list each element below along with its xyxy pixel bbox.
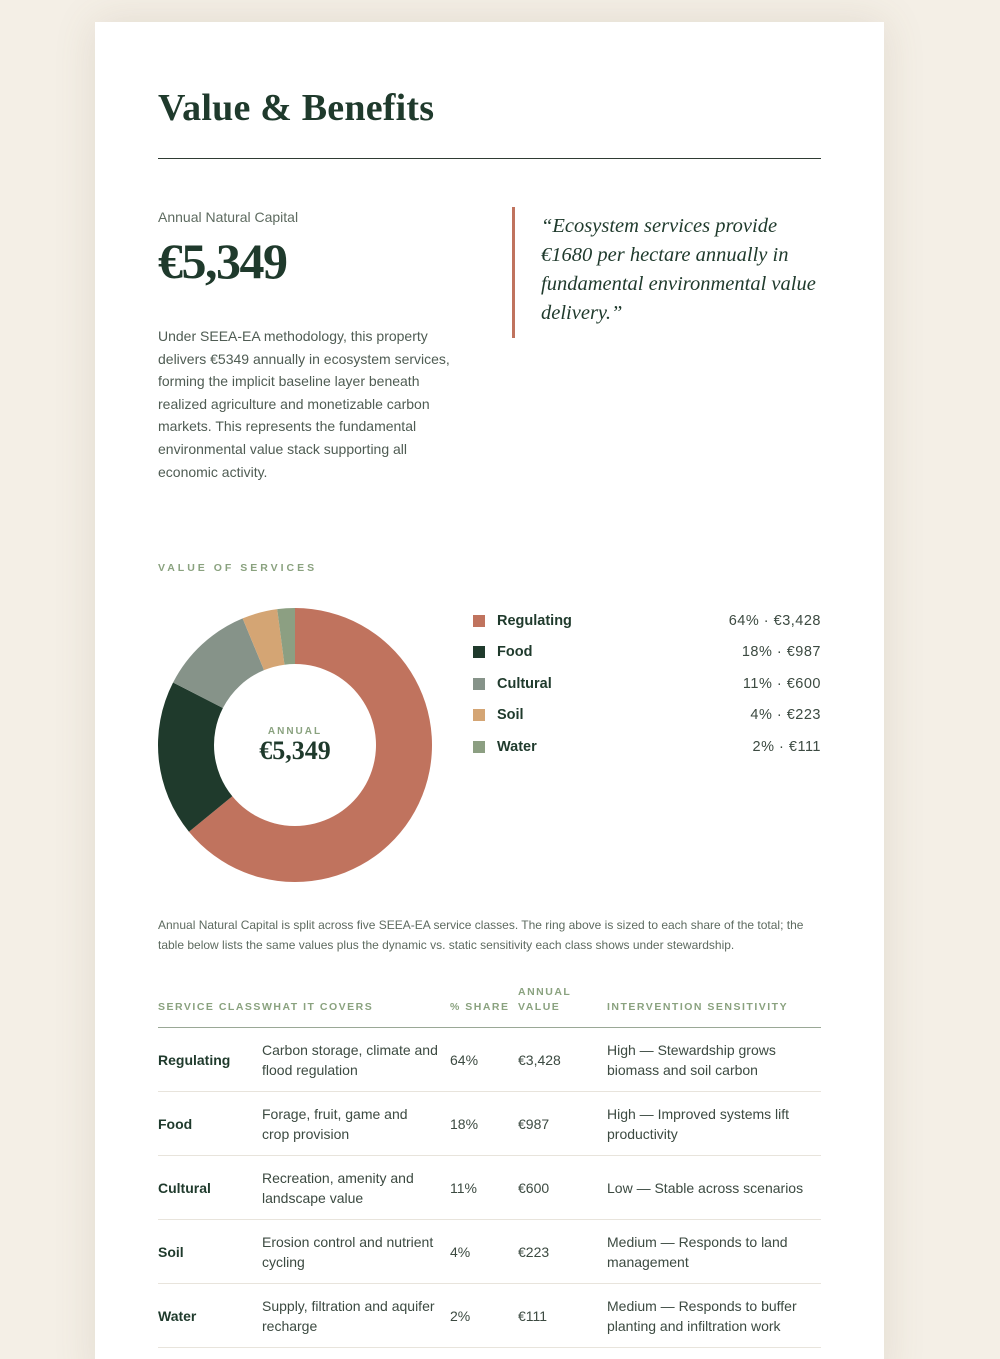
kpi-description: Under SEEA-EA methodology, this property delivers €5349 annually in ecosystem services, forming the implicit baseline layer beneath realized agriculture and monetizable carbon markets. This represents the fundamental environmental value stack supporting all economic activity. — [158, 328, 450, 480]
legend-swatch — [473, 709, 485, 721]
legend-item-regulating — [473, 605, 821, 637]
header-service-class: SERVICE CLASS — [158, 985, 262, 1028]
cell-covers: Recreation, amenity and landscape value — [262, 1156, 450, 1220]
page-title: Value & Benefits — [158, 87, 435, 129]
cell-covers: Supply, filtration and aquifer recharge — [262, 1284, 450, 1348]
legend-item-food — [473, 637, 821, 669]
legend-item-cultural — [473, 668, 821, 700]
cell-share: 64% — [450, 1028, 518, 1092]
cell-value: €111 — [518, 1284, 607, 1348]
cell-service-class: Regulating — [158, 1028, 262, 1092]
kpi-label: Annual Natural Capital — [158, 209, 299, 225]
cell-covers: Carbon storage, climate and flood regulation — [262, 1028, 450, 1092]
table-header-row — [158, 985, 821, 1028]
cell-share: 11% — [450, 1156, 518, 1220]
legend-swatch — [473, 741, 485, 753]
legend-value: 64% · €3,428 — [728, 612, 821, 629]
legend-value: 4% · €223 — [750, 707, 821, 724]
legend-value: 18% · €987 — [741, 644, 821, 661]
cell-value: €987 — [518, 1092, 607, 1156]
quote-accent-bar — [512, 207, 515, 338]
legend-swatch — [473, 678, 485, 690]
legend-swatch — [473, 615, 485, 627]
cell-service-class: Food — [158, 1092, 262, 1156]
legend-name: Regulating — [497, 612, 572, 629]
pull-quote: “Ecosystem services provide €1680 per hectare annually in fundamental environmental value delivery.” — [541, 215, 816, 324]
cell-share: 18% — [450, 1092, 518, 1156]
cell-share: 2% — [450, 1284, 518, 1348]
cell-sensitivity: Medium — Responds to land management — [607, 1220, 821, 1284]
cell-covers: Forage, fruit, game and crop provision — [262, 1092, 450, 1156]
cell-service-class: Cultural — [158, 1156, 262, 1220]
legend-name: Food — [497, 644, 533, 661]
legend-swatch — [473, 646, 485, 658]
kpi-value: €5,349 — [158, 233, 287, 289]
header-intervention-sensitivity: INTERVENTION SENSITIVITY — [607, 985, 821, 1028]
donut-center-label: ANNUAL — [267, 726, 323, 737]
table-row — [158, 1284, 821, 1348]
cell-sensitivity: Low — Stable across scenarios — [607, 1156, 821, 1220]
table-row — [158, 1028, 821, 1092]
section-label-services: VALUE OF SERVICES — [158, 562, 318, 574]
cell-share: 4% — [450, 1220, 518, 1284]
cell-sensitivity: High — Stewardship grows biomass and soil carbon — [607, 1028, 821, 1092]
cell-value: €223 — [518, 1220, 607, 1284]
legend-value: 11% · €600 — [742, 675, 821, 692]
legend-value: 2% · €111 — [752, 738, 821, 755]
legend-name: Water — [497, 738, 537, 755]
legend-name: Cultural — [497, 675, 552, 692]
report-card — [95, 22, 884, 1359]
title-divider — [158, 158, 821, 159]
legend-name: Soil — [497, 707, 524, 724]
donut-center-value: €5,349 — [259, 736, 331, 765]
table-row — [158, 1092, 821, 1156]
cell-service-class: Soil — [158, 1220, 262, 1284]
cell-value: €600 — [518, 1156, 607, 1220]
legend-item-soil — [473, 700, 821, 732]
chart-legend — [473, 605, 821, 763]
header-what-it-covers: WHAT IT COVERS — [262, 985, 450, 1028]
cell-value: €3,428 — [518, 1028, 607, 1092]
cell-sensitivity: Medium — Responds to buffer planting and infiltration work — [607, 1284, 821, 1348]
table-row — [158, 1156, 821, 1220]
services-table — [158, 985, 821, 1348]
header-annual-value: ANNUAL VALUE — [518, 985, 607, 1028]
chart-caption: Annual Natural Capital is split across five SEEA-EA service classes. The ring above is sized to each share of the total; the table below lists the same values plus the dynamic vs. static sensitivity each class shows under stewardship. — [158, 918, 804, 952]
table-row — [158, 1220, 821, 1284]
cell-covers: Erosion control and nutrient cycling — [262, 1220, 450, 1284]
header-share: % SHARE — [450, 985, 518, 1028]
cell-sensitivity: High — Improved systems lift productivity — [607, 1092, 821, 1156]
cell-service-class: Water — [158, 1284, 262, 1348]
legend-item-water — [473, 731, 821, 763]
